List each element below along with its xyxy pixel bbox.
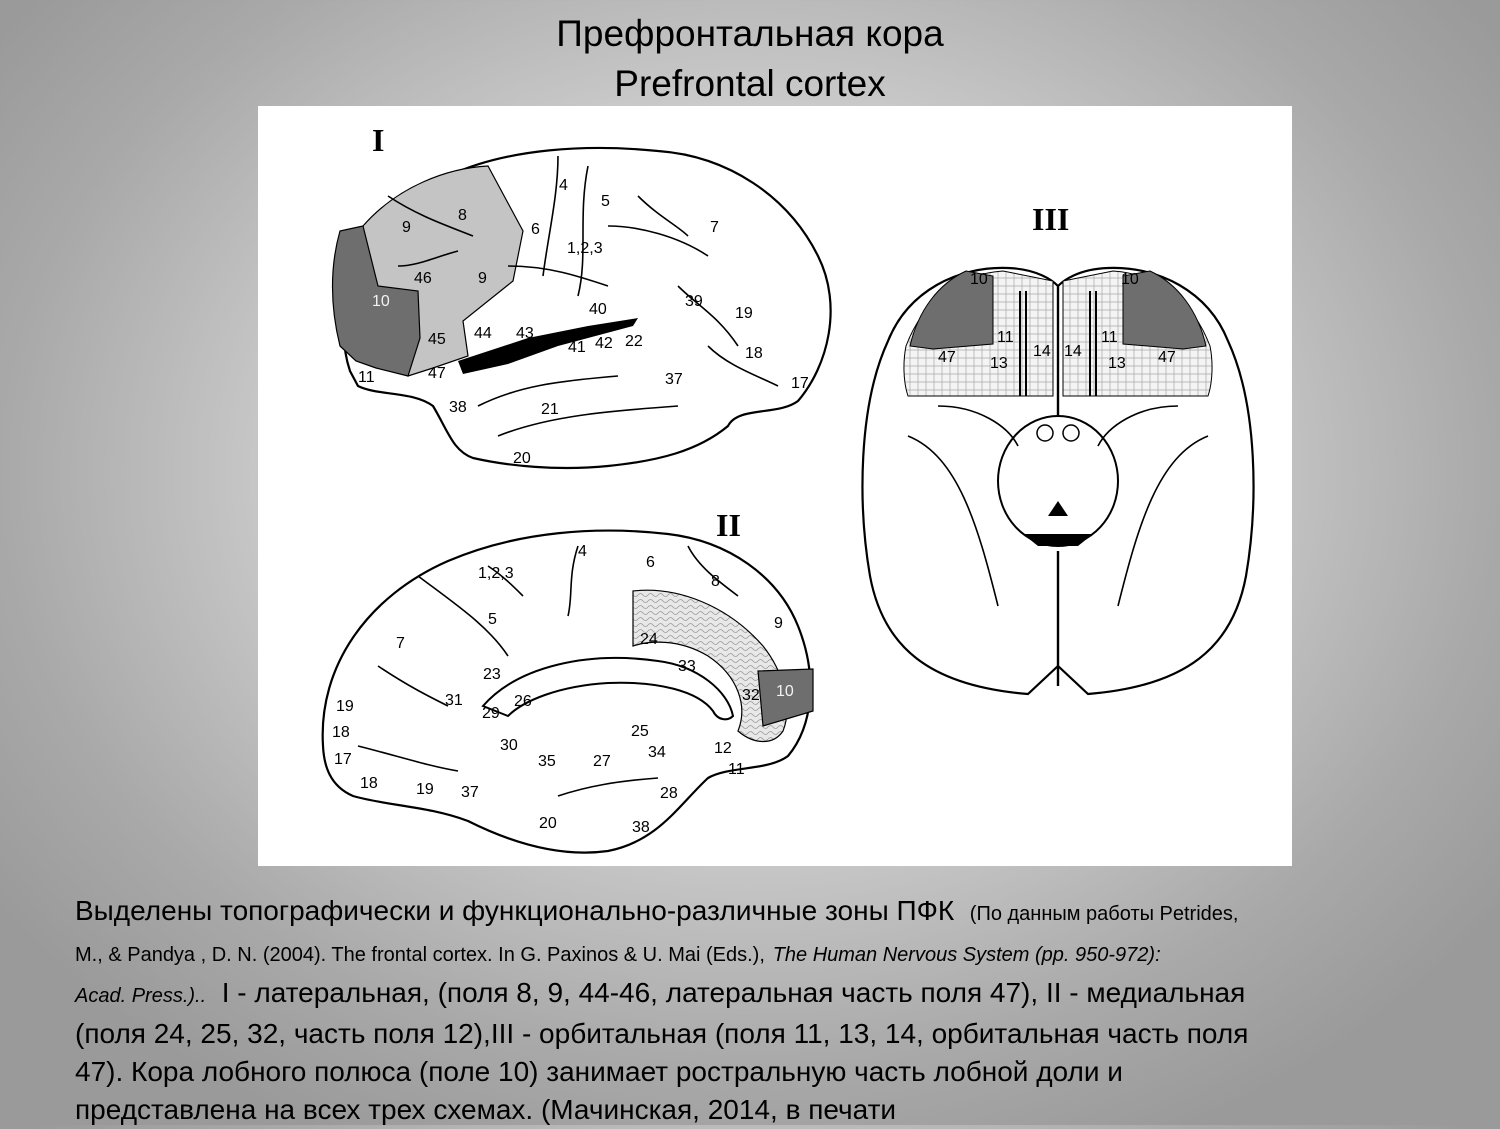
area-label: 6	[646, 554, 655, 571]
area-label: 38	[632, 819, 650, 836]
caption-line-3	[75, 974, 1495, 1015]
area-label: 10	[970, 271, 988, 288]
area-label: 47	[428, 365, 446, 382]
area-label: 44	[474, 325, 492, 342]
caption-line-2	[75, 933, 1495, 974]
area-label: 17	[791, 375, 809, 392]
caption-line-1	[75, 892, 1495, 933]
area-label: 14	[1033, 343, 1051, 360]
area-label: 20	[539, 815, 557, 832]
area-label: 11	[358, 369, 375, 386]
area-label: 34	[648, 744, 666, 761]
area-label: 14	[1064, 343, 1082, 360]
area-label: 11	[728, 761, 745, 778]
area-label: 4	[578, 543, 587, 560]
caption-line-6: представлена на всех трех схемах. (Мачинская, 2014, в печати	[75, 1094, 897, 1125]
area-label: 8	[711, 573, 720, 590]
area-label: 18	[360, 775, 378, 792]
panel-label-orbital: III	[1032, 201, 1070, 237]
area-label: 12	[714, 740, 732, 757]
panel-label-lateral: I	[372, 122, 385, 158]
area-label: 35	[538, 753, 556, 770]
area-label: 9	[402, 219, 411, 236]
area-label: 17	[334, 751, 352, 768]
area-label: 38	[449, 399, 467, 416]
area-label: 25	[631, 723, 649, 740]
area-label: 39	[685, 293, 703, 310]
area-label: 23	[483, 666, 501, 683]
brainstem	[998, 416, 1118, 546]
area-label: 11	[1101, 329, 1118, 346]
area-label: 19	[336, 698, 354, 715]
area-label: 13	[1108, 355, 1126, 372]
area-label: 20	[513, 450, 531, 467]
area-label: 9	[478, 270, 487, 287]
caption-main-text: Выделены топографически и функционально-различные зоны ПФК	[75, 895, 955, 926]
slide-title-english: Prefrontal cortex	[614, 63, 886, 104]
caption-reference-italic: The Human Nervous System (pp. 950-972):	[772, 944, 1161, 966]
caption-main-text: I - латеральная, (поля 8, 9, 44-46, латеральная часть поля 47), II - медиальная	[221, 977, 1246, 1008]
area-label: 46	[414, 270, 432, 287]
area-label: 30	[500, 737, 518, 754]
area-label: 5	[601, 193, 610, 210]
area-label: 43	[516, 325, 534, 342]
area-label: 45	[428, 331, 446, 348]
area-label: 32	[742, 687, 760, 704]
area-label: 37	[461, 784, 479, 801]
area-label: 9	[774, 615, 783, 632]
area-label: 7	[710, 219, 719, 236]
panel-label-medial: II	[716, 507, 741, 543]
area-label: 47	[938, 349, 956, 366]
area-label: 40	[589, 301, 607, 318]
area-label: 47	[1158, 349, 1176, 366]
area-label: 1,2,3	[478, 565, 514, 582]
area-label: 41	[568, 339, 586, 356]
area-label: 19	[416, 781, 434, 798]
medial-brain-view	[323, 507, 813, 853]
area-label: 13	[990, 355, 1008, 372]
area-label: 24	[640, 631, 658, 648]
caption-paragraph	[75, 892, 1495, 1129]
area-label: 10	[372, 293, 390, 310]
area-label: 4	[559, 177, 568, 194]
area-label: 21	[541, 401, 559, 418]
brain-diagram-panel	[258, 106, 1292, 866]
caption-reference: (По данным работы Petrides,	[969, 903, 1239, 925]
area-label: 29	[482, 705, 500, 722]
caption-line-5: 47). Кора лобного полюса (поле 10) занимает ростральную часть лобной доли и	[75, 1056, 1123, 1087]
area-label: 18	[745, 345, 763, 362]
slide-title-russian: Префронтальная кора	[556, 13, 944, 54]
area-label: 10	[1121, 271, 1139, 288]
lateral-brain-view	[333, 122, 831, 468]
caption-reference-italic: Acad. Press.)..	[75, 985, 207, 1007]
area-label: 6	[531, 221, 540, 238]
area-label: 5	[488, 611, 497, 628]
area-label: 37	[665, 371, 683, 388]
area-label: 7	[396, 635, 405, 652]
area-label: 33	[678, 658, 696, 675]
caption-line-4: (поля 24, 25, 32, часть поля 12),III - орбитальная (поля 11, 13, 14, орбитальная часть поля	[75, 1018, 1249, 1049]
area-label: 8	[458, 207, 467, 224]
area-label: 11	[997, 329, 1014, 346]
orbital-brain-view	[863, 201, 1254, 694]
area-label: 26	[514, 693, 532, 710]
area-label: 19	[735, 305, 753, 322]
area-label: 31	[445, 692, 463, 709]
area-label: 28	[660, 785, 678, 802]
area-label: 1,2,3	[567, 240, 603, 257]
area-label: 27	[593, 753, 611, 770]
area-label: 10	[776, 683, 794, 700]
medial-brain-outline	[323, 531, 811, 853]
caption-reference: M., & Pandya , D. N. (2004). The frontal cortex. In G. Paxinos & U. Mai (Eds.),	[75, 944, 765, 966]
brain-diagram	[258, 106, 1292, 866]
area-label: 42	[595, 335, 613, 352]
area-label: 22	[625, 333, 643, 350]
area-label: 18	[332, 724, 350, 741]
